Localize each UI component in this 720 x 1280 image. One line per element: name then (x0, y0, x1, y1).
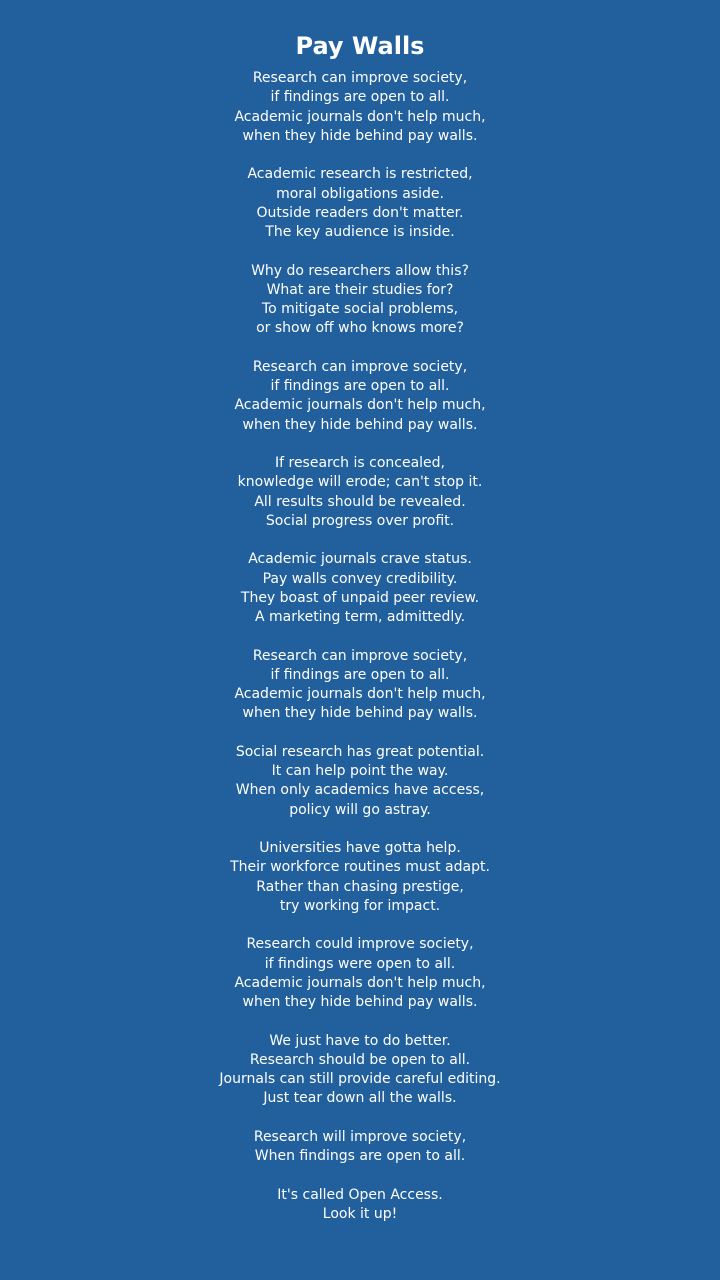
poem-line: Research will improve society, (253, 1128, 467, 1145)
poem-line: Social progress over profit. (265, 512, 455, 529)
stanza (0, 1128, 720, 1167)
stanza (0, 550, 720, 627)
stanza (0, 647, 720, 724)
poem-line: Outside readers don't matter. (256, 204, 464, 221)
poem-line: moral obligations aside. (276, 185, 444, 202)
poem-line: Universities have gotta help. (259, 840, 461, 856)
poem-line: Journals can still provide careful editing. (219, 1071, 501, 1087)
poem-line: Research can improve society, (252, 647, 468, 664)
poem-line: What are their studies for? (266, 281, 454, 298)
poem-line: They boast of unpaid peer review. (240, 589, 480, 606)
poem-line: Academic journals don't help much, (234, 974, 486, 991)
poem-line: if findings were open to all. (264, 955, 456, 972)
poem-line: Research should be open to all. (249, 1051, 471, 1068)
poem-line: when they hide behind pay walls. (242, 994, 478, 1010)
poem-line: knowledge will erode; can't stop it. (237, 474, 483, 491)
poem-line: Pay walls convey credibility. (262, 570, 458, 587)
poem-line: try working for impact. (279, 897, 441, 914)
poem-line: We just have to do better. (269, 1032, 451, 1049)
poem-line: if findings are open to all. (270, 378, 450, 394)
stanza (0, 1032, 720, 1109)
stanza (0, 165, 720, 242)
poem-line: if findings are open to all. (270, 666, 450, 683)
poem-line: It can help point the way. (271, 763, 449, 779)
poem-line: If research is concealed, (274, 455, 446, 471)
poem-line: Academic journals don't help much, (234, 397, 486, 414)
poem-line: When findings are open to all. (254, 1148, 466, 1164)
stanza (0, 1186, 720, 1225)
poem-line: or show off who knows more? (256, 320, 464, 337)
poem-line: when they hide behind pay walls. (242, 705, 478, 722)
stanza (0, 454, 720, 531)
poem-line: Social research has great potential. (235, 743, 485, 760)
poem-line: The key audience is inside. (265, 224, 455, 240)
poem-line: Academic journals don't help much, (234, 686, 486, 702)
stanza (0, 262, 720, 339)
poem-line: when they hide behind pay walls. (242, 416, 478, 433)
poem-title: Pay Walls (295, 32, 425, 60)
poem-line: Academic research is restricted, (247, 166, 473, 183)
stanza (0, 839, 720, 916)
poem-line: Why do researchers allow this? (251, 262, 469, 279)
poem-line: Academic journals crave status. (248, 551, 472, 568)
poem-body (0, 69, 720, 1224)
poem-line: when they hide behind pay walls. (242, 127, 478, 144)
poem-line: Rather than chasing prestige, (256, 878, 464, 895)
poem-line: Just tear down all the walls. (263, 1090, 457, 1107)
stanza (0, 935, 720, 1012)
poem-line: Research could improve society, (246, 936, 474, 953)
poem-line: Their workforce routines must adapt. (230, 859, 490, 876)
poem-line: policy will go astray. (289, 801, 431, 818)
poem-line: It's called Open Access. (277, 1186, 443, 1203)
stanza (0, 358, 720, 435)
poem-line: To mitigate social problems, (261, 301, 459, 317)
poem-line: A marketing term, admittedly. (254, 609, 466, 625)
stanza (0, 69, 720, 146)
poem-line: if findings are open to all. (270, 89, 450, 106)
stanza (0, 743, 720, 820)
poem-line: When only academics have access, (235, 782, 485, 799)
poem-line: Research can improve society, (252, 358, 468, 375)
poem-line: Academic journals don't help much, (234, 108, 486, 125)
poem-line: Research can improve society, (252, 70, 468, 86)
poem-line: Look it up! (322, 1205, 398, 1222)
poem-line: All results should be revealed. (254, 493, 466, 510)
